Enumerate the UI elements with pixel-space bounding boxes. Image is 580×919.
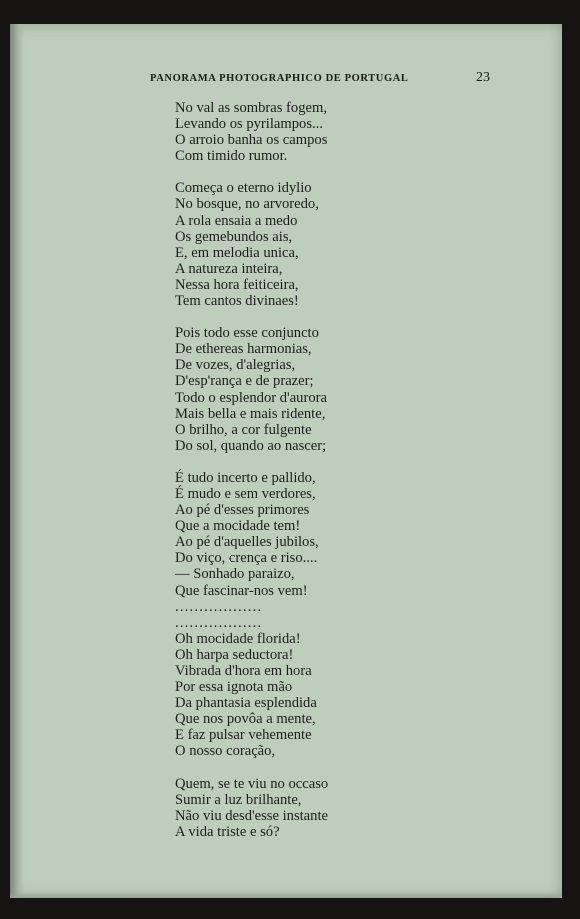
poem-line: Oh mocidade florida! [175,630,301,647]
poem-line: Mais bella e mais ridente, [175,405,326,422]
poem-line: Não viu desd'esse instante [175,807,328,824]
poem-line: Por essa ignota mão [175,679,293,696]
poem-line: — Sonhado paraizo, [175,566,295,583]
poem-line: Oh harpa seductora! [175,646,294,663]
ellipsis-row: .................. [175,598,263,615]
poem-line: Com timido rumor. [175,148,288,165]
poem-line: Quem, se te viu no occaso [175,775,329,792]
poem-line: É mudo e sem verdores, [175,485,316,502]
poem-line: A vida triste e só? [175,823,280,840]
poem-line: A natureza inteira, [175,260,283,277]
poem-line: No val as sombras fogem, [175,100,327,116]
poem-line: Que a mocidade tem! [175,518,301,535]
poem-line: Ao pé d'esses primores [175,502,310,519]
poem-line: É tudo incerto e pallido, [175,469,316,486]
poem-line: No bosque, no arvoredo, [175,196,319,213]
poem-line: Pois todo esse conjuncto [175,325,319,342]
poem-line: A rola ensaia a medo [175,212,298,229]
page-bottom-edge [10,892,562,898]
ellipsis-row: .................. [175,614,263,631]
poem-line: Do viço, crença e riso.... [175,550,318,567]
poem-line: E, em melodia unica, [175,244,299,261]
poem-line: Que nos povôa a mente, [175,711,316,728]
page-gutter-shadow [10,24,24,898]
poem-line: Levando os pyrilampos... [175,116,323,133]
poem-line: O brilho, a cor fulgente [175,421,312,438]
stanza [175,325,395,454]
poem-line: De ethereas harmonias, [175,341,312,358]
page-header [150,70,490,86]
stanza [175,776,395,840]
poem-line: O nosso coração, [175,743,276,760]
poem-line: D'esp'rança e de prazer; [175,373,314,390]
poem-line: Do sol, quando ao nascer; [175,437,327,454]
page-number: 23 [476,70,490,85]
poem-line: Os gemebundos ais, [175,228,293,245]
poem-line: Ao pé d'aquelles jubilos, [175,534,319,551]
stanza [175,470,395,760]
poem-line: E faz pulsar vehemente [175,727,312,744]
running-head: PANORAMA PHOTOGRAPHICO DE PORTUGAL [150,73,409,84]
poem-line: Da phantasia esplendida [175,695,317,712]
poem-line: Sumir a luz brilhante, [175,791,302,808]
poem-line: Todo o esplendor d'aurora [175,389,327,406]
poem-line: Que fascinar-nos vem! [175,582,308,599]
poem-line: De vozes, d'alegrias, [175,357,296,374]
poem-line: Vibrada d'hora em hora [175,663,312,679]
poem-line: Nessa hora feiticeira, [175,276,299,293]
stanza [175,180,395,309]
poem-line: Começa o eterno idylio [175,180,312,197]
poem [175,100,395,856]
stanza [175,100,395,164]
poem-line: Tem cantos divinaes! [175,293,299,310]
poem-line: O arroio banha os campos [175,132,328,149]
